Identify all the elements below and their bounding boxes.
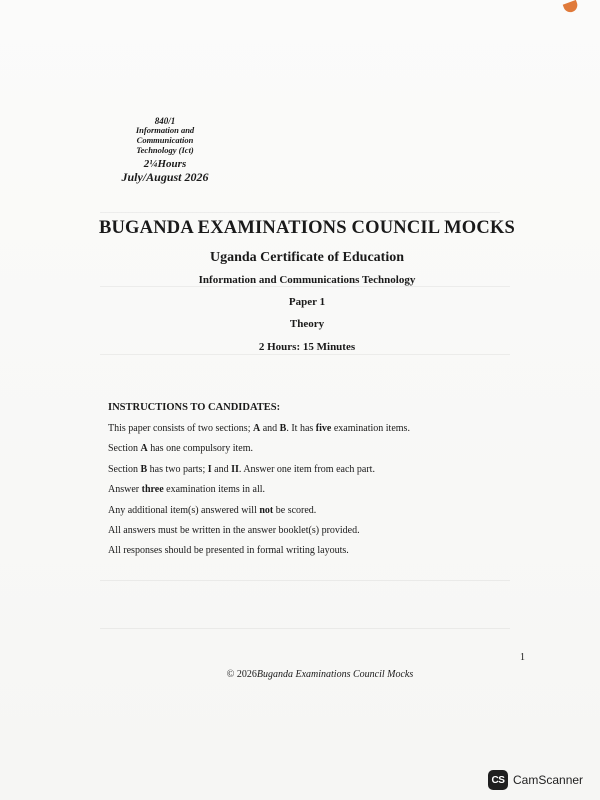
subject-line: Technology (Ict): [136, 144, 194, 155]
paper-code: 840/1: [154, 116, 176, 126]
instruction-text: examination items.: [331, 423, 410, 434]
bleed-through-line: [100, 580, 510, 581]
instruction-item: [108, 484, 410, 504]
instruction-text: This paper consists of two sections;: [108, 423, 253, 434]
emphasis-text: three: [141, 484, 164, 496]
subject-line: Information and: [135, 125, 195, 136]
instruction-item: [108, 525, 410, 545]
instruction-item: [108, 443, 410, 463]
part-label: I: [207, 463, 212, 475]
council-title: BUGANDA EXAMINATIONS COUNCIL MOCKS: [98, 218, 516, 238]
bleed-through-line: [100, 286, 510, 287]
instruction-text: has two parts;: [147, 463, 208, 475]
section-label: B: [279, 423, 287, 434]
part-label: II: [231, 463, 239, 475]
instruction-item: [108, 464, 410, 484]
section-label: A: [140, 443, 148, 455]
instruction-text: and: [260, 423, 280, 434]
corner-mark: [563, 0, 580, 14]
instruction-item: [108, 505, 410, 525]
instructions-list: [108, 423, 410, 566]
instruction-text: be scored.: [273, 504, 317, 516]
instruction-item: [108, 423, 410, 443]
instruction-text: . Answer one item from each part.: [238, 463, 375, 475]
instruction-text: Any additional item(s) answered will: [108, 504, 260, 516]
instruction-text: Answer: [108, 484, 142, 496]
camscanner-watermark: [488, 770, 583, 790]
instruction-text: examination items in all.: [163, 484, 266, 496]
certificate-title: Uganda Certificate of Education: [209, 250, 405, 265]
emphasis-text: not: [259, 504, 274, 516]
subject-line: Communication: [136, 135, 194, 146]
instruction-text: has one compulsory item.: [147, 443, 253, 455]
paper-hours: 2¼Hours: [143, 157, 187, 170]
emphasis-text: five: [315, 423, 332, 434]
section-label: B: [140, 463, 148, 475]
instruction-text: Section: [108, 443, 141, 455]
subject-title: Information and Communications Technology: [198, 274, 416, 286]
page-number: 1: [520, 652, 525, 663]
instructions-heading: INSTRUCTIONS TO CANDIDATES:: [108, 402, 281, 413]
instruction-item: [108, 545, 410, 565]
paper-type: Theory: [289, 318, 325, 330]
bleed-through-line: [100, 628, 510, 629]
instruction-text: . It has: [286, 423, 316, 434]
paper-number: Paper 1: [288, 296, 326, 308]
bleed-through-line: [100, 354, 510, 355]
section-label: A: [252, 423, 261, 434]
paper-header: [110, 116, 220, 185]
instruction-text: and: [211, 463, 232, 475]
camscanner-logo-icon: CS: [488, 770, 508, 790]
bleed-through-line: [100, 212, 500, 213]
instruction-text: All answers must be written in the answer booklet(s) provided.: [108, 524, 360, 536]
copyright-prefix: © 2026: [226, 669, 257, 680]
instruction-text: Section: [108, 463, 141, 475]
camscanner-label: CamScanner: [513, 773, 584, 787]
paper-date: July/August 2026: [121, 170, 209, 185]
copyright-organization: Buganda Examinations Council Mocks: [256, 669, 414, 680]
copyright-notice: [0, 669, 600, 680]
paper-duration: 2 Hours: 15 Minutes: [258, 341, 356, 353]
instruction-text: All responses should be presented in formal writing layouts.: [108, 545, 349, 557]
